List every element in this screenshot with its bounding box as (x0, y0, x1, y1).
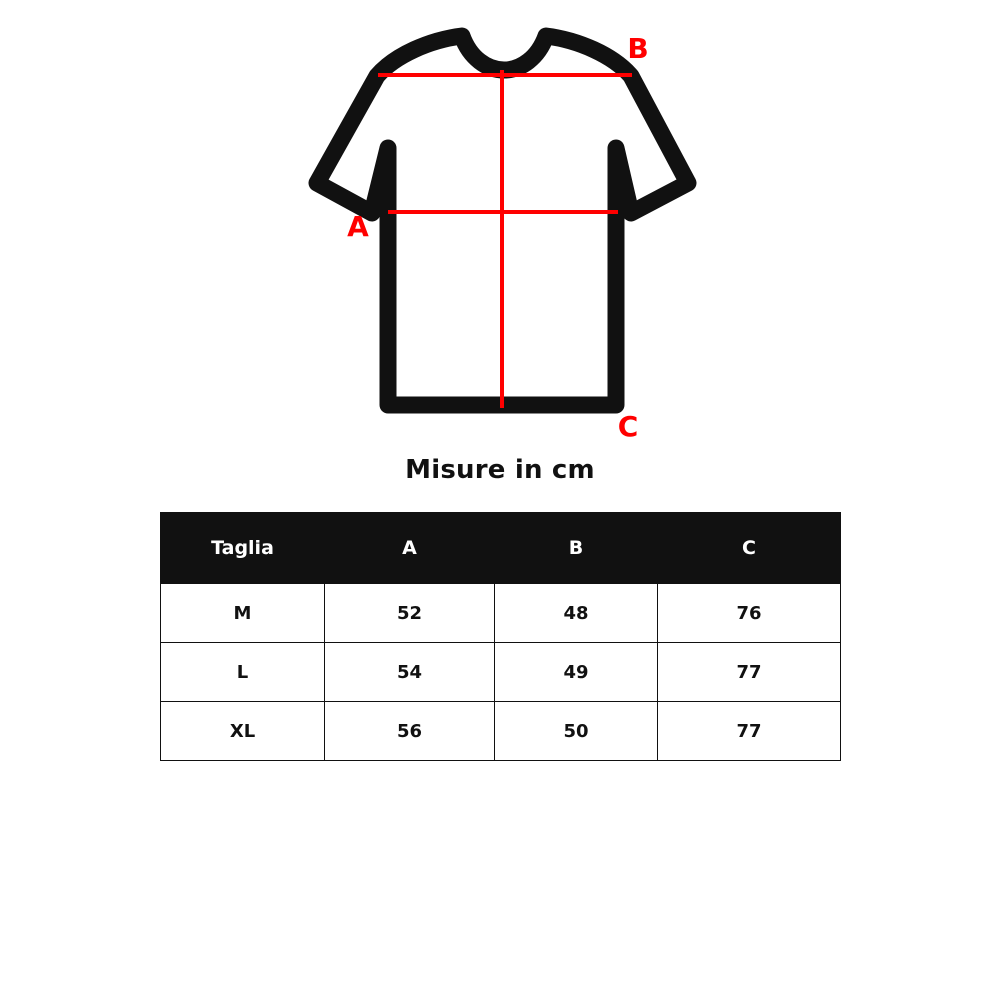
table-header-row (161, 513, 841, 584)
table-row (161, 643, 841, 702)
cell-size: M (161, 584, 325, 643)
cell-c: 77 (658, 702, 841, 761)
label-c: C (617, 410, 639, 443)
measure-lines (378, 70, 632, 408)
cell-b: 49 (495, 643, 658, 702)
cell-c: 77 (658, 643, 841, 702)
size-table (160, 512, 841, 761)
table-row (161, 702, 841, 761)
cell-a: 56 (325, 702, 495, 761)
column-header-a: A (325, 513, 495, 584)
cell-b: 48 (495, 584, 658, 643)
tshirt-diagram (0, 0, 1000, 450)
cell-size: XL (161, 702, 325, 761)
label-b: B (627, 32, 649, 65)
column-header-c: C (658, 513, 841, 584)
cell-c: 76 (658, 584, 841, 643)
cell-a: 52 (325, 584, 495, 643)
table-row (161, 584, 841, 643)
tshirt-measurement-svg (0, 0, 1000, 450)
measures-title: Misure in cm (405, 455, 595, 485)
cell-b: 50 (495, 702, 658, 761)
label-a: A (347, 210, 369, 243)
cell-a: 54 (325, 643, 495, 702)
column-header-b: B (495, 513, 658, 584)
cell-size: L (161, 643, 325, 702)
column-header-size: Taglia (161, 513, 325, 584)
